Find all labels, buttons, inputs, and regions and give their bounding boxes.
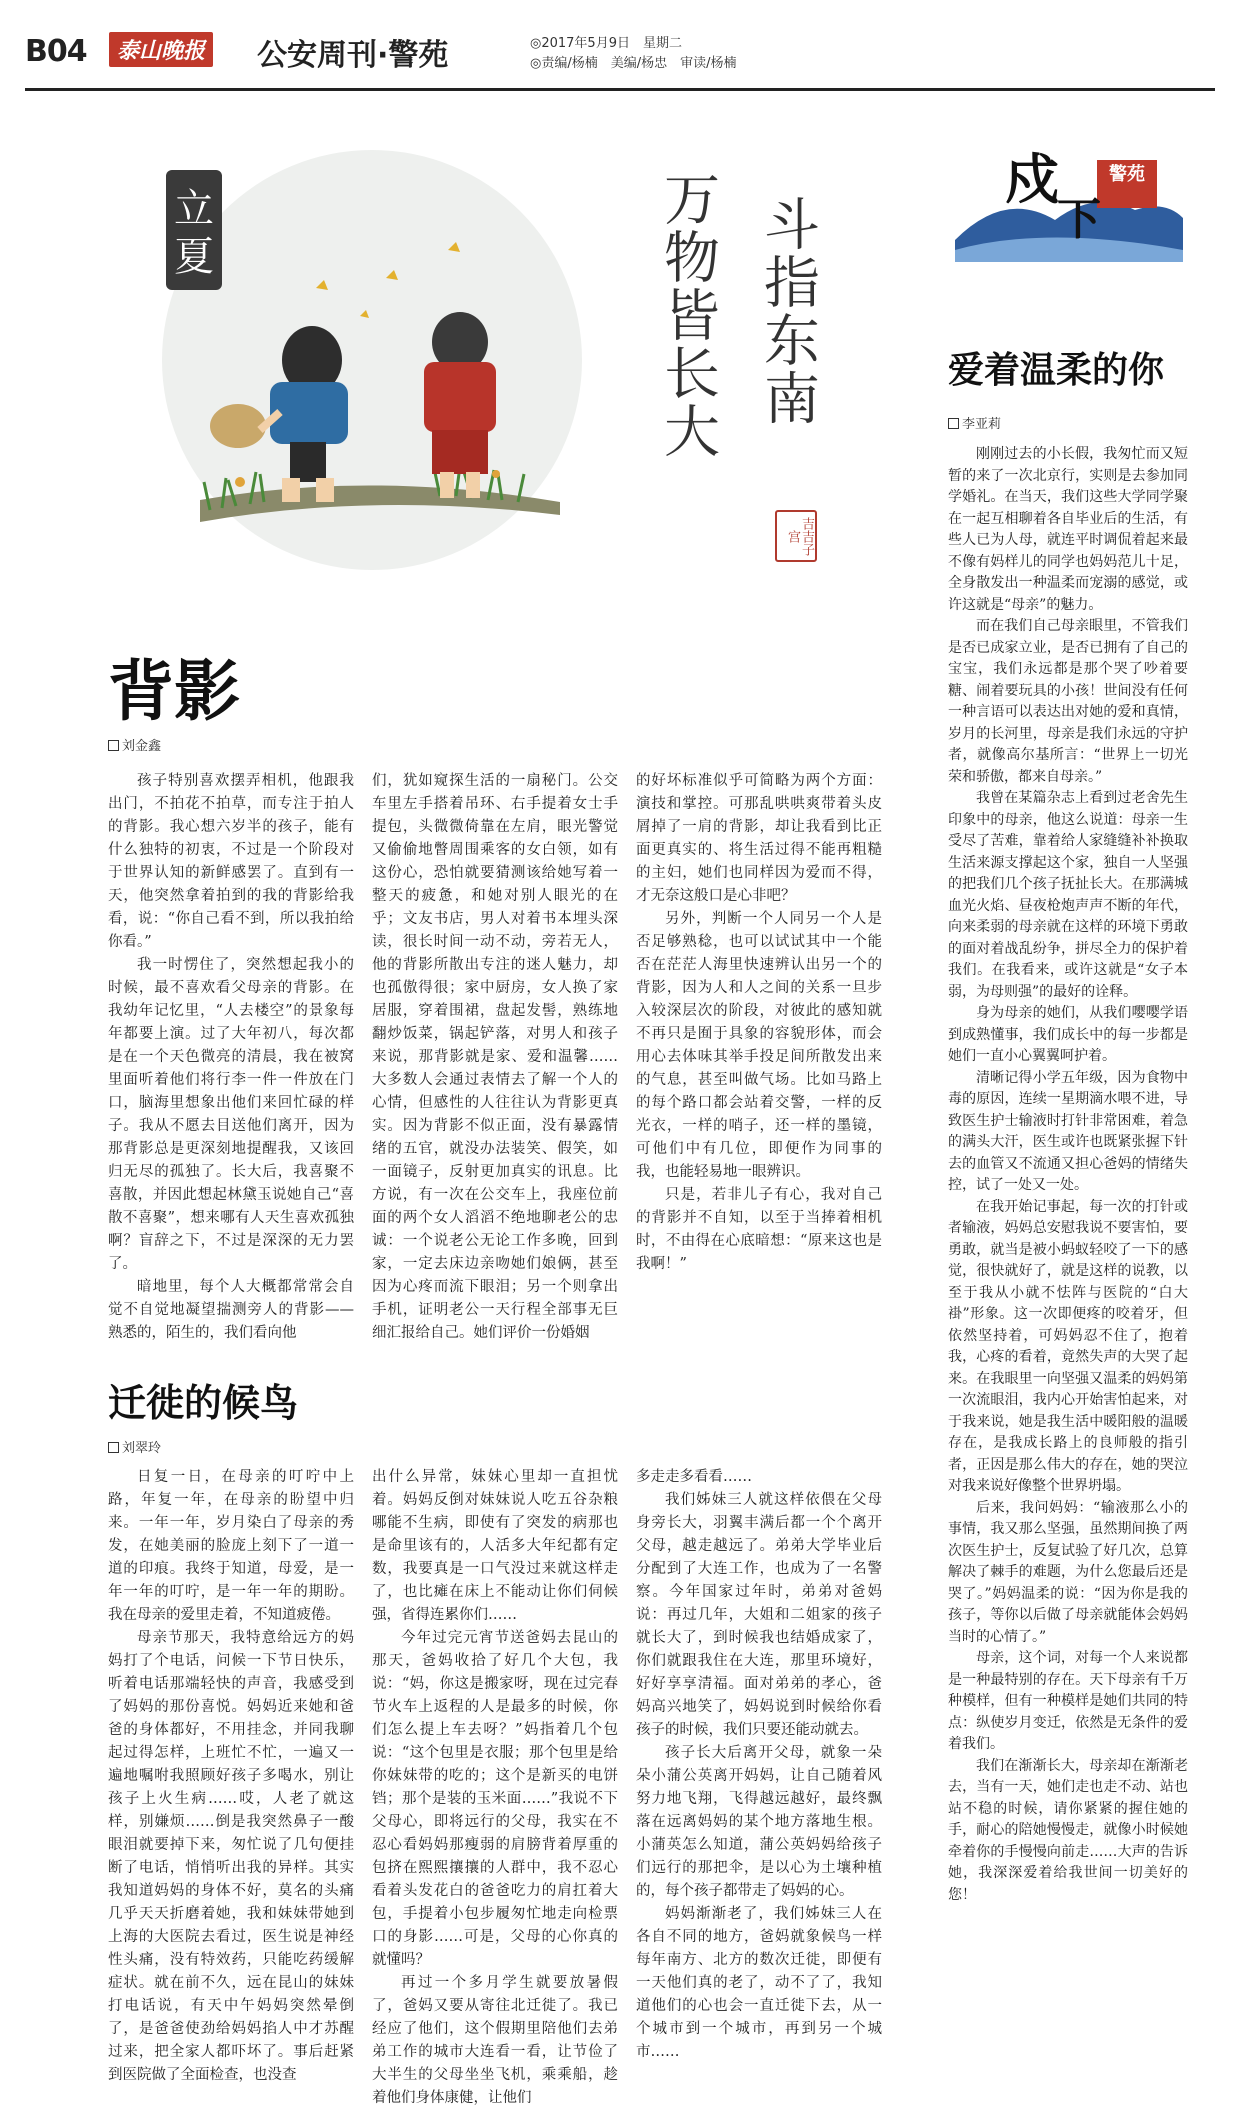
date-line: ◎2017年5月9日 星期二 <box>530 36 682 51</box>
article2-col3 <box>636 1466 882 2064</box>
column-badge <box>945 130 1190 265</box>
page-number: B04 <box>25 34 87 69</box>
paragraph: 的好坏标准似乎可简略为两个方面：演技和掌控。可那乱哄哄爽带着头皮屑掉了一肩的背影，却让我看到比正面更真实的、将生活过得不能再粗糙的主妇，她们也同样因为爱而不得，才无奈这般口是心非吧？ <box>636 773 882 904</box>
paragraph: 母亲，这个词，对每一个人来说都是一种最特别的存在。天下母亲有千万种模样，但有一种模样是她们共同的特点：纵使岁月变迁，依然是无条件的爱着我们。 <box>948 1650 1188 1752</box>
paragraph: 我曾在某篇杂志上看到过老舍先生印象中的母亲，他这么说道：母亲一生受尽了苦难，靠着给人家缝缝补补换取生活来源支撑起这个家，独自一人坚强的把我们几个孩子抚扯长大。在那满城血光火焰、昼夜枪炮声声不断的年代，向来柔弱的母亲就在这样的环境下勇敢的面对着战乱纷争，拼尽全力的保护着我们。在我看来，或许这就是“女子本弱，为母则强”的最好的诠释。 <box>948 790 1188 1000</box>
article2-title: 迁徙的候鸟 <box>108 1381 299 1425</box>
paragraph: 我们在渐渐长大，母亲却在渐渐老去，当有一天，她们走也走不动、站也站不稳的时候，请你紧紧的握住她的手，耐心的陪她慢慢走，就像小时候她牵着你的手慢慢向前走……大声的告诉她，我深深爱着给我世间一切美好的您！ <box>948 1757 1188 1903</box>
article3-byline: 李亚莉 <box>948 413 1001 432</box>
children-illustration <box>140 130 610 600</box>
paper-logo: 泰山晚报 <box>109 32 213 67</box>
section-title: 公安周刊·警苑 <box>257 38 449 73</box>
paragraph: 只是，若非儿子有心，我对自己的背影并不自知，以至于当捧着相机时，不由得在心底暗想：“原来这也是我啊！” <box>636 1187 882 1272</box>
paragraph: 后来，我问妈妈：“输液那么小的事情，我又那么坚强，虽然期间换了两次医生护士，反复试验了好几次，总算解决了棘手的难题，为什么您最后还是哭了。”妈妈温柔的说：“因为你是我的孩子，等你以后做了母亲就能体会妈妈当时的心情了。” <box>948 1499 1188 1645</box>
paragraph: 刚刚过去的小长假，我匆忙而又短暂的来了一次北京行，实则是去参加同学婚礼。在当天，我们这些大学同学聚在一起互相聊着各自毕业后的生活，有些人已为人母，就连平时调侃着起来最不像有妈样儿的同学也妈妈范儿十足，全身散发出一种温柔而宠溺的感觉，或许这就是“母亲”的魅力。 <box>948 446 1188 613</box>
paragraph: 清晰记得小学五年级，因为食物中毒的原因，连续一星期滴水喂不进，导致医生护士输液时打针非常困难，着急的满头大汗，医生或许也既紧张握下针去的血管又不流通又担心爸妈的情绪失控，试了一处又一处。 <box>948 1069 1188 1193</box>
paragraph: 而在我们自己母亲眼里，不管我们是否已成家立业，是否已拥有了自己的宝宝，我们永远都是那个哭了吵着要糖、闹着要玩具的小孩！世间没有任何一种言语可以表达出对她的爱和真情，岁月的长河里，母亲是我们永远的守护者，就像高尔基所言：“世界上一切光荣和骄傲，都来自母亲。” <box>948 618 1188 785</box>
paragraph: 妈妈渐渐老了，我们姊妹三人在各自不同的地方，爸妈就象候鸟一样每年南方、北方的数次迁徙，即便有一天他们真的老了，动不了了，我知道他们的心也会一直迁徙下去，从一个城市到一个城市，再到另一个城市…… <box>636 1906 882 2060</box>
paragraph: 我们姊妹三人就这样依偎在父母身旁长大，羽翼丰满后都一个个离开父母，越走越远了。弟弟大学毕业后分配到了大连工作，也成为了一名警察。今年国家过年时，弟弟对爸妈说：再过几年，大姐和二姐家的孩子就长大了，到时候我也结婚成家了，你们就跟我住在大连，那里环境好，好好享享清福。面对弟弟的孝心，爸妈高兴地笑了，妈妈说到时候给你看孩子的时候，我们只要还能动就去。 <box>636 1492 882 1738</box>
badge-shu: 戍 <box>1005 147 1059 211</box>
artist-seal: 吉吉子宫 <box>775 510 817 562</box>
paragraph: 们，犹如窥探生活的一扇秘门。公交车里左手搭着吊环、右手提着女士手提包，头微微倚靠在左肩，眼光警觉又偷偷地瞥周围乘客的女白领，如有这份心，恐怕就要猜测该给她写着一整天的疲惫，和她对别人眼光的在乎；文友书店，男人对着书本埋头深读，很长时间一动不动，旁若无人，他的背影所散出专注的迷人魅力，却也孤傲得很；家中厨房，女人换了家居服，穿着围裙，盘起发髻，熟练地翻炒饭菜，锅起铲落，对男人和孩子来说，那背影就是家、爱和温馨……大多数人会通过表情去了解一个人的心情，但感性的人往往认为背影更真实。因为背影不似正面，没有暴露情绪的五官，就没办法装笑、假笑，如一面镜子，反射更加真实的讯息。比方说，有一次在公交车上，我座位前面的两个女人滔滔不绝地聊老公的忠诚：一个说老公无论工作多晚，回到家，一定去床边亲吻她们娘俩，甚至因为心疼而流下眼泪；另一个则拿出手机，证明老公一天行程全部事无巨细汇报给自己。她们评价一份婚姻 <box>372 773 618 1341</box>
article1-col1 <box>108 770 354 1345</box>
badge-xia: 下 <box>1057 194 1101 245</box>
paragraph: 另外，判断一个人同另一个人是否足够熟稔，也可以试试其中一个能否在茫茫人海里快速辨认出另一个的背影，因为人和人之间的关系一旦步入较深层次的阶段，对彼此的感知就不再只是囿于具象的容貌形体，而会用心去体味其举手投足间所散发出来的气息，甚至叫做气场。比如马路上的每个路口都会站着交警，一样的反光衣，一样的哨子，还一样的墨镜，可他们中有几位，即便作为同事的我，也能轻易地一眼辨识。 <box>636 911 882 1180</box>
article1-byline: 刘金鑫 <box>108 735 161 754</box>
paragraph: 出什么异常，妹妹心里却一直担忧着。妈妈反倒对妹妹说人吃五谷杂粮哪能不生病，即使有了突发的病那也是命里该有的，人活多大年纪都有定数，我要真是一口气没过来就这样走了，也比瘫在床上不能动让你们伺候强，省得连累你们…… <box>372 1469 618 1623</box>
paragraph: 孩子长大后离开父母，就象一朵朵小蒲公英离开妈妈，让自己随着风努力地飞翔，飞得越远越好，最终飘落在远离妈妈的某个地方落地生根。小蒲英怎么知道，蒲公英妈妈给孩子们远行的那把伞，是以心为土壤种植的，每个孩子都带走了妈妈的心。 <box>636 1745 882 1899</box>
term-char-1: 立 <box>174 186 214 232</box>
editors-line: ◎责编/杨楠 美编/杨忠 审读/杨楠 <box>530 56 737 71</box>
paragraph: 再过一个多月学生就要放暑假了，爸妈又要从寄往北迁徙了。我已经应了他们，这个假期里陪他们去弟弟工作的城市大连看一看，让节俭了大半生的父母坐坐飞机，乘乘船，趁着他们身体康健，让他们 <box>372 1975 618 2106</box>
paragraph: 暗地里，每个人大概都常常会自觉不自觉地凝望揣测旁人的背影——熟悉的，陌生的，我们看向他 <box>108 1279 354 1341</box>
phrase-wanwu: 万物皆长大 <box>655 170 720 460</box>
paragraph: 今年过完元宵节送爸妈去昆山的那天，爸妈收拾了好几个大包，我说：“妈，你这是搬家呀，现在过完春节火车上返程的人是最多的时候，你们怎么提上车去呀？”妈指着几个包说：“这个包里是衣服；那个包里是给你妹妹带的吃的；这个是新买的电饼铛；那个是装的玉米面……”我说不下父母心，即将远行的父母，我实在不忍心看妈妈那瘦弱的肩膀背着厚重的包挤在熙熙攘攘的人群中，我不忍心看着头发花白的爸爸吃力的肩扛着大包，手提着小包步履匆忙地走向检票口的身影……可是，父母的心你真的就懂吗？ <box>372 1630 618 1968</box>
article2-col1 <box>108 1466 354 2087</box>
paragraph: 在我开始记事起，每一次的打针或者输液，妈妈总安慰我说不要害怕，要勇敢，就当是被小蚂蚁轻咬了一下的感觉，很快就好了，就是这样的说教，以至于我从小就不怯阵与医院的“白大褂”形象。这一次即便疼的咬着牙，但依然坚持着，可妈妈忍不住了，抱着我，心疼的看着，竟然失声的大哭了起来。在我眼里一向坚强又温柔的妈妈第一次流眼泪，我内心开始害怕起来，对于我来说，她是我生活中暖阳般的温暖存在，是我成长路上的良师般的指引者，正因是那么伟大的存在，她的哭泣对我来说好像整个世界坍塌。 <box>948 1198 1188 1494</box>
paragraph: 日复一日，在母亲的叮咛中上路，年复一年，在母亲的盼望中归来。一年一年，岁月染白了母亲的秀发，在她美丽的脸庞上刻下了一道一道的印痕。我终于知道，母爱，是一年一年的叮咛，是一年一年的期盼。我在母亲的爱里走着，不知道疲倦。 <box>108 1469 354 1623</box>
paragraph: 我一时愣住了，突然想起我小的时候，最不喜欢看父母亲的背影。在我幼年记忆里，“人去楼空”的景象每年都要上演。过了大年初八，每次都是在一个天色微亮的清晨，我在被窝里面听着他们将行李一件一件放在门口，脑海里想象出他们来回忙碌的样子。我从不愿去目送他们离开，因为那背影总是更深刻地提醒我，又该回归无尽的孤独了。长大后，我喜聚不喜散，并因此想起林黛玉说她自己“喜散不喜聚”，想来哪有人天生喜欢孤独啊？盲辞之下，不过是深深的无力罢了。 <box>108 957 354 1272</box>
paragraph: 母亲节那天，我特意给远方的妈妈打了个电话，问候一下节日快乐，听着电话那端轻快的声音，我感受到了妈妈的那份喜悦。妈妈近来她和爸爸的身体都好，不用挂念，并同我聊起过得怎样，上班忙不忙，一遍又一遍地嘱咐我照顾好孩子多喝水，别让孩子上火生病……哎，人老了就这样，别嫌烦……倒是我突然鼻子一酸眼泪就要掉下来，匆忙说了几句便挂断了电话，悄悄听出我的异样。其实我知道妈妈的身体不好，莫名的头痛几乎天天折磨着她，我和妹妹带她到上海的大医院去看过，医生说是神经性头痛，没有特效药，只能吃药缓解症状。就在前不久，远在昆山的妹妹打电话说，有天中午妈妈突然晕倒了，是爸爸使劲给妈妈掐人中才苏醒过来，把全家人都吓坏了。事后赶紧到医院做了全面检查，也没查 <box>108 1630 354 2083</box>
badge-jingyuan: 警苑 <box>1109 164 1145 185</box>
article1-col3 <box>636 770 882 1276</box>
masthead <box>25 28 1215 91</box>
term-char-2: 夏 <box>174 234 214 280</box>
article3-body <box>948 444 1188 1906</box>
paragraph: 身为母亲的她们，从我们嘤嘤学语到成熟懂事，我们成长中的每一步都是她们一直小心翼翼呵护着。 <box>948 1005 1188 1064</box>
masthead-meta <box>530 34 736 74</box>
phrase-douzhi: 斗指东南 <box>755 195 820 427</box>
article1-col2 <box>372 770 618 1345</box>
paragraph: 多走走多看看…… <box>636 1469 752 1485</box>
article1-title: 背影 <box>108 653 240 730</box>
article3-title: 爱着温柔的你 <box>948 350 1165 391</box>
paragraph: 孩子特别喜欢摆弄相机，他跟我出门，不拍花不拍草，而专注于拍人的背影。我心想六岁半的孩子，能有什么独特的初衷，不过是一个阶段对于世界认知的新鲜感罢了。直到有一天，他突然拿着拍到的我的背影给我看，说：“你自己看不到，所以我拍给你看。” <box>108 773 354 950</box>
article2-col2 <box>372 1466 618 2110</box>
article2-byline: 刘翠玲 <box>108 1437 161 1456</box>
